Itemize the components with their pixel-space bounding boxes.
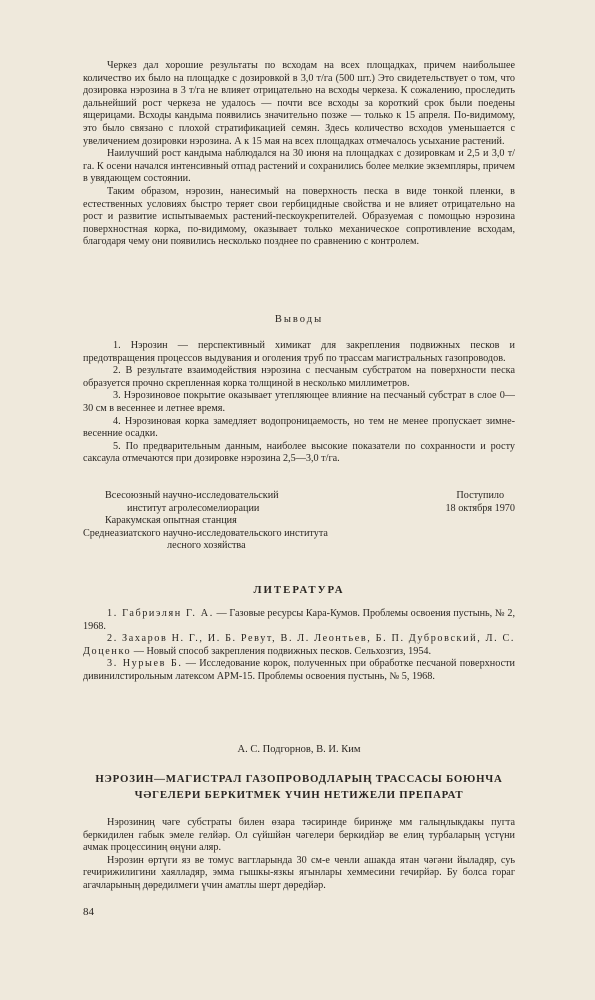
article-title-line: ЧӘГЕЛЕРИ БЕРКИТМЕК ҮЧИН НЕТИЖЕЛИ ПРЕПАРАТ	[134, 789, 464, 801]
article-paragraph: Нэрозин өртүги яз ве томус вагтларында 30 см-е ченли ашакда ятан чәгәни йыладяр, суь гечирижилигини хаялладяр, эмма гышкы-язкы ягынлары хеммесини гечирйәр. Бу болса гораг агачларының дөредилмеги үчин аматлы шерт дөредйәр.	[83, 854, 515, 891]
article-body	[83, 817, 515, 893]
reference-text: — Исследование корок, полученных при обработке песчаной поверхности дивинилстирольным латексом АРМ-15. Проблемы освоения пустынь, № 5, 1968.	[83, 658, 515, 682]
reference-authors: 1. Габриэлян Г. А.	[107, 608, 214, 619]
received-note	[445, 490, 515, 515]
page-number: 84	[83, 906, 94, 918]
article-paragraph: Нэрозиниң чәге субстраты билен өзара тәсиринде биринҗе мм галыңлыкдакы пугта беркидилен габык эмеле гелйәр. Ол сүйшйән чәгелери беркидйәр ве елиң турбаларың үстүни ачмак процессиниң өңүни аляр.	[83, 817, 515, 854]
conclusion-item: 1. Нэрозин — перспективный химикат для закрепления подвижных песков и предотвращения процессов выдувания и оголения труб по трассам магистральных газопроводов.	[83, 340, 515, 364]
conclusion-item: 2. В результате взаимодействия нэрозина с песчаным субстратом на поверхности песка образуется прочно скрепленная корка толщиной в несколько миллиметров.	[83, 365, 515, 389]
reference-authors: 3. Нурыев Б.	[107, 658, 183, 670]
conclusions-list	[83, 340, 515, 466]
affiliation-block	[83, 490, 515, 560]
conclusion-item: 5. По предварительным данным, наиболее высокие показатели по сохранности и росту саксаула отмечаются при дозировке нэрозина 2,5—3,0 т/га.	[83, 440, 515, 465]
affiliation-line: Среднеазиатского научно-исследовательского института	[83, 527, 328, 539]
received-date: 18 октября 1970	[445, 502, 515, 514]
body-paragraph: Таким образом, нэрозин, нанесимый на поверхность песка в виде тонкой пленки, в естественных условиях быстро теряет свои гербицидные свойства и не влияет отрицательно на рост и развитие испытываемых растений-пескоукрепителей. Образуемая с помощью нэрозина поверхностная корка, по-видимому, оказывает только механическое сопротивление всходам, благодаря чему они появились несколько позднее по сравнению с контролем.	[83, 185, 515, 248]
conclusion-item: 3. Нэрозиновое покрытие оказывает утепляющее влияние на песчаный субстрат в слое 0—30 см в весеннее и летнее время.	[83, 390, 515, 414]
conclusion-item: 4. Нэрозиновая корка замедляет водопроницаемость, но тем не менее пропускает зимне-весенние осадки.	[83, 415, 515, 440]
reference-text: — Газовые ресурсы Кара-Кумов. Проблемы освоения пустынь, № 2, 1968.	[83, 608, 515, 632]
body-paragraph: Черкез дал хорошие результаты по всходам на всех площадках, причем наибольшее количество их было на площадке с дозировкой в 3,0 т/га (500 шт.) Это свидетельствует о том, что дозировка нэрозина в 3 т/га не влияет отрицательно на всходы черкеза. К сожалению, проследить дальнейший рост черкеза не удалось — почти все всходы за короткий срок были поедены ящерицами. Всходы кандыма появились значительно позже — только к 15 апреля. По-видимому, это было связано с плохой стратификацией семян. Здесь количество всходов уменьшается с увеличением дозировки нэрозина. А к 15 мая на всех площадках отмечалось усыхание растений.	[83, 60, 515, 147]
article-authors: А. С. Подгорнов, В. И. Ким	[237, 744, 361, 755]
reference-item	[83, 658, 515, 683]
article-title-line: НЭРОЗИН—МАГИСТРАЛ ГАЗОПРОВОДЛАРЫҢ ТРАССАСЫ БОЮНЧА	[95, 773, 503, 785]
body-text	[83, 60, 515, 249]
affiliation-line: Всесоюзный научно-исследовательский	[105, 490, 279, 501]
affiliation-institutions	[83, 490, 413, 553]
literature-list	[83, 608, 515, 684]
article-title	[83, 771, 515, 803]
reference-item	[83, 608, 515, 633]
affiliation-line: Каракумская опытная станция	[105, 515, 237, 527]
conclusions-heading: Выводы	[274, 314, 324, 325]
reference-authors: 2. Захаров Н. Г., И. Б. Ревут, В. Л. Леонтьев, Б. П. Дубровский, Л. С. Доценко	[83, 633, 515, 657]
affiliation-line: лесного хозяйства	[167, 540, 246, 552]
body-paragraph: Наилучший рост кандыма наблюдался на 30 июня на площадках с дозировкам и 2,5 и 3,0 т/га. К осени начался интенсивный отпад растений и сохранились более мелкие экземпляры, причем в увядающем состоянии.	[83, 148, 515, 185]
reference-item	[83, 633, 515, 658]
affiliation-line: институт агролесомелиорации	[127, 502, 260, 514]
reference-text: — Новый способ закрепления подвижных песков. Сельхозгиз, 1954.	[131, 645, 432, 657]
literature-title: ЛИТЕРАТУРА	[253, 584, 345, 596]
received-label: Поступило	[456, 490, 505, 501]
